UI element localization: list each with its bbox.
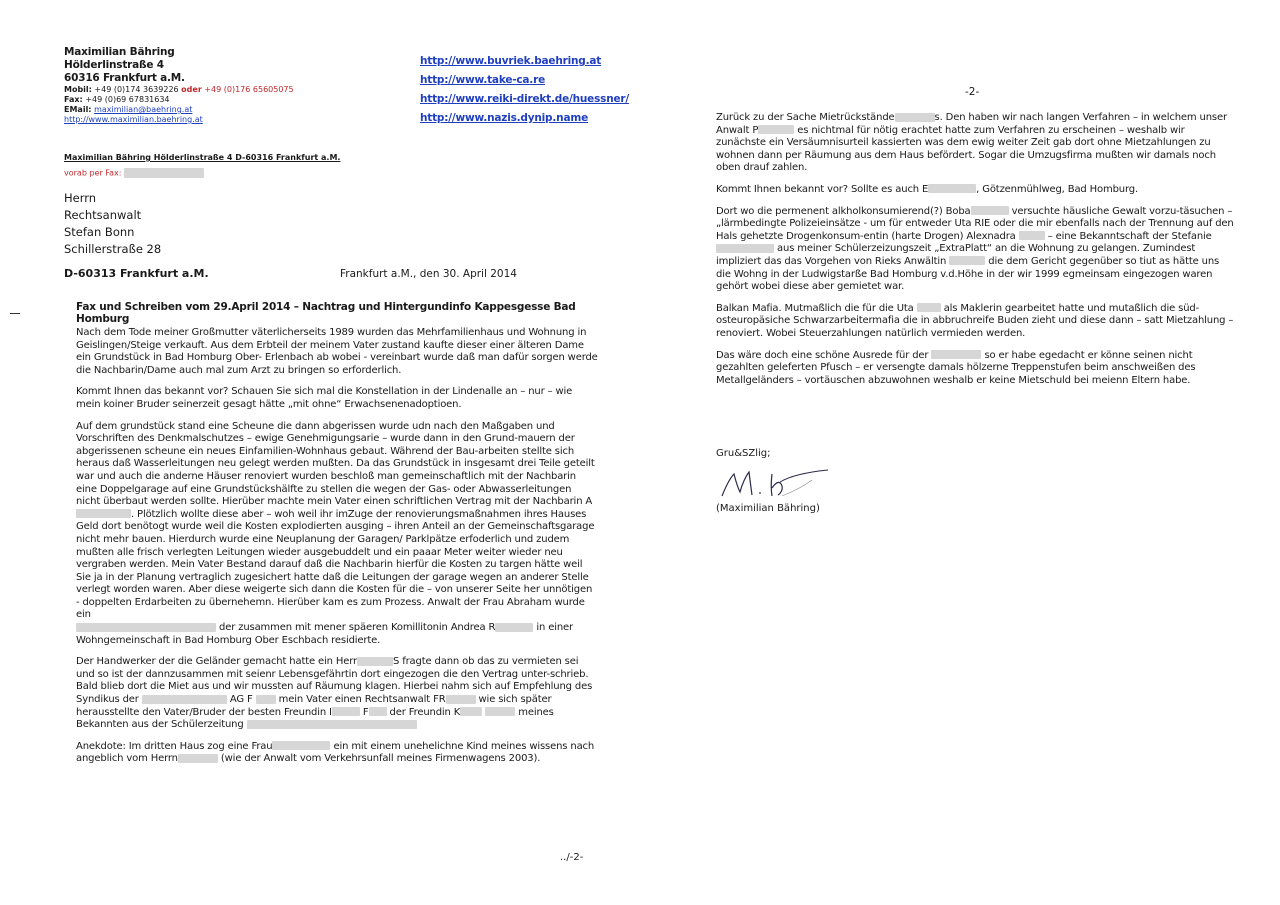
sender-name: Maximilian Bähring [64,46,175,58]
paragraph: Nach dem Tode meiner Großmutter väterlicherseits 1989 wurden das Mehrfamilienhaus und Wohnung in Geislingen/Steige verkauft. Aus dem Erbteil der meinem Vater zustand kaufte dieser einer älteren Dame ein Grundstück in Bad Homburg Ober- Erlenbach ab wobei - vereinbart wurde daß man dafür sorgen werde die Nachbarin/Dame auch mal zum Arzt zu bringen so erforderlich. [76,327,598,376]
continue-marker: ../-2- [560,852,584,863]
redacted-text [142,695,227,704]
closing-greeting: Gru&SZlig; [716,448,771,459]
redacted-text [332,707,360,716]
redacted-text [446,695,476,704]
paragraph: Anekdote: Im dritten Haus zog eine Frau ein mit einem unehelichne Kind meines wissens nach angeblich vom Herrn (wie der Anwalt vom Verkehrsunfall meines Firmenwagens 2003). [76,740,595,765]
sender-website-link[interactable]: http://www.maximilian.baehring.at [64,115,203,124]
redacted-text [758,125,794,134]
redacted-text [917,303,941,312]
paragraph: Kommt Ihnen bekannt vor? Sollte es auch E , Götzenmühlweg, Bad Homburg. [716,183,1138,195]
page-number: -2- [965,86,980,98]
sender-block [64,46,394,125]
letter-subject: Fax und Schreiben vom 29.April 2014 – Nachtrag und Hintergundinfo Kappesgesse Bad Homburg [76,301,576,325]
sender-street: Hölderlinstraße 4 [64,59,164,71]
redacted-text [716,244,774,253]
redacted-text [460,707,482,716]
signer-name: (Maximilian Bähring) [716,503,820,514]
redacted-text [178,754,218,763]
redacted-text [495,623,533,632]
letter-body-continued [716,112,1236,396]
sender-city: 60316 Frankfurt a.M. [64,72,185,84]
paragraph: Zurück zu der Sache Mietrückstände s. Den haben wir nach langen Verfahren – in welchem unser Anwalt P es nichtmal für nötig erachtet hatte zum Verfahren zu erscheinen – weshalb wir zunächste ein Versäumnisurteil kassierten was dem ewig weiter Zeit gab dort ohne Mietzahlungen zu wohnen dann per Räumung aus dem Haus befördert. Sogar die Umzugsfirma mußten wir damals noch oben drauf zahlen. [716,112,1227,174]
paragraph: Kommt Ihnen das bekannt vor? Schauen Sie sich mal die Konstellation in der Lindenalle an – nur – wie mein koiner Bruder seinerzeit gesagt hätte „mit ohne“ Erwachsenenadoptioen. [76,386,573,410]
link-take-care[interactable]: http://www.take-ca.re [420,74,545,86]
link-nazis-dynip[interactable]: http://www.nazis.dynip.name [420,112,588,124]
redacted-text [76,623,216,632]
sender-mobile: Mobil: +49 (0)174 3639226 oder +49 (0)176 65605075 [64,85,294,94]
recipient-title: Rechtsanwalt [64,208,142,222]
redacted-text [272,741,330,750]
link-buvriek[interactable]: http://www.buvriek.baehring.at [420,55,602,67]
redacted-text [1019,231,1045,240]
redacted-text [895,113,935,122]
redacted-text [247,720,417,729]
paragraph: Auf dem grundstück stand eine Scheune die dann abgerissen wurde udn nach den Maßgaben und Vorschriften des Denkmalschutzes – ewige Genehmigungsarie – wurde dann in den Grund-mauern der abgerissenen scheune ein neues Einfamilien-Wohnhaus gebaut. Während der Bau-arbeiten stellte sich heraus daß Wasserleitungen neu gelegt werden mußten. Da das Grundstück in insgesamt drei Teile geteilt war und auch die anderne Häuser renoviert wurden beschloß man gemeinschaftlich mit der Nachbarin eine Doppelgarage auf eine Grundstückshälfte zu stellen die wegen der Gas- oder Abwasserleitungen nicht überbaut werden sollte. Hierüber machte mein Vater einen schriftlichen Vertrag mit der Nachbarin A. Plötzlich wollte diese aber – woh weil ihr imZuge der renovierungsmaßnahmen ihres Hauses Geld dort benötogt wurde weil die Kosten explodierten ausging – ihren Anteil an der Gemeinschaftsgarage nicht mehr bauen. Hierdurch wurde eine Neuplanung der Garagen/ Parklpätze erfoderlich und zudem mußten alle frisch verlegten Leitungen wieder ausgebuddelt und ein paaar Meter weiter wieder neu vergraben werden. Mein Vater Bestand darauf daß die Nachbarin hierfür die Kosten zu targen hätte weil Sie ja in der Planung vertraglich zugesichert hatte daß die Leitungen der garage wegen an anderer Stelle verlegt worden waren. Aber diese weigerte sich dann die Kosten für die – von unserer Seite her unnötigen - doppelten Erdarbeiten zu übernehemn. Hierüber kam es zum Prozess. Anwalt der Frau Abraham wurde ein der zusammen mit mener späeren Komillitonin Andrea R in einer Wohngemeinschaft in Bad Homburg Ober Eschbach residierte. [76,420,595,646]
redacted-text [76,509,131,518]
paragraph: Dort wo die permenent alkholkonsumierend(?) Boba versuchte häusliche Gewalt vorzu-täsuchen – „lärmbedingte Polizeieinsätze - um für entweder Uta RIE oder die mir ebenfalls nach der Trennung auf den Hals gehetzte Drogenkonsum-entin (harte Drogen) Alexnadra – eine Bekanntschaft der Stefanie aus meiner Schülerzeizungszeit „ExtraPlatt“ an die Wohnung zu gelangen. Zumindest impliziert das das Vorgehen von Rieks Anwältin die dem Gericht gegenüber so tiut as hätte uns die Wohng in der Ludwigstarße Bad Homburg v.d.Höhe in der wir 1999 egmeinsam eingezogen waren gehört wobei diese aber gemietet war. [716,205,1234,293]
letter-body [76,327,598,775]
handwritten-signature [716,462,846,502]
redacted-text [931,350,981,359]
paragraph: Balkan Mafia. Mutmaßlich die für die Uta als Maklerin gearbeitet hatte und mutaßlich die süd-osteuropäsiche Schwarzarbeitermafia die in abbruchreife Buden zieht und diese dann – satt Mietzahlung – renoviert. Wobei Steuerzahlungen natürlich vermieden werden. [716,302,1234,339]
recipient-street: Schillerstraße 28 [64,242,162,256]
header-links [420,52,635,128]
fax-advance-line: vorab per Fax: [64,168,204,178]
link-reiki-direkt[interactable]: http://www.reiki-direkt.de/huessner/ [420,93,630,105]
recipient-address [64,190,161,258]
redacted-text [369,707,387,716]
recipient-city: D-60313 Frankfurt a.M. [64,267,209,280]
return-address-line: Maximilian Bähring Hölderlinstraße 4 D-60316 Frankfurt a.M. [64,153,341,162]
sender-email: EMail: maximilian@baehring.at [64,105,193,114]
redacted-text [357,657,393,666]
recipient-salutation: Herrn [64,191,97,205]
redacted-text [928,184,976,193]
letter-date: Frankfurt a.M., den 30. April 2014 [340,268,517,280]
fold-mark [10,313,20,314]
paragraph: Der Handwerker der die Geländer gemacht hatte ein Herr S fragte dann ob das zu vermieten sei und so ist der dannzusammen mit seienr Lebensgefährtin dort eingezogen die den Vertrag unter-schrieb. Bald blieb dort die Miet aus und wir mussten auf Räumung klagen. Hierbei nahm sich auf Empfehlung des Syndikus der AG F mein Vater einen Rechtsanwalt FR wie sich später herausstellte den Vater/Bruder der besten Freundin I F der Freundin K meines Bekannten aus der Schülerzeitung [76,656,593,731]
letter-page-2 [640,0,1280,905]
redacted-text [971,206,1009,215]
redacted-fax-number [124,168,204,178]
paragraph: Das wäre doch eine schöne Ausrede für der so er habe egedacht er könne seinen nicht gezahlten geleferten Pfusch – er versengte damals hölzerne Treppenstufen beim anschweißen des Metallgeländers – vortäuschen abzuwohnen weshalb er keine Mietschuld bei meienn Eltern habe. [716,349,1196,386]
sender-fax: Fax: +49 (0)69 67831634 [64,95,170,104]
redacted-text [256,695,276,704]
recipient-name: Stefan Bonn [64,225,135,239]
redacted-text [949,256,985,265]
sender-email-link[interactable]: maximilian@baehring.at [94,105,193,114]
sender-website [64,115,394,125]
redacted-text [485,707,515,716]
